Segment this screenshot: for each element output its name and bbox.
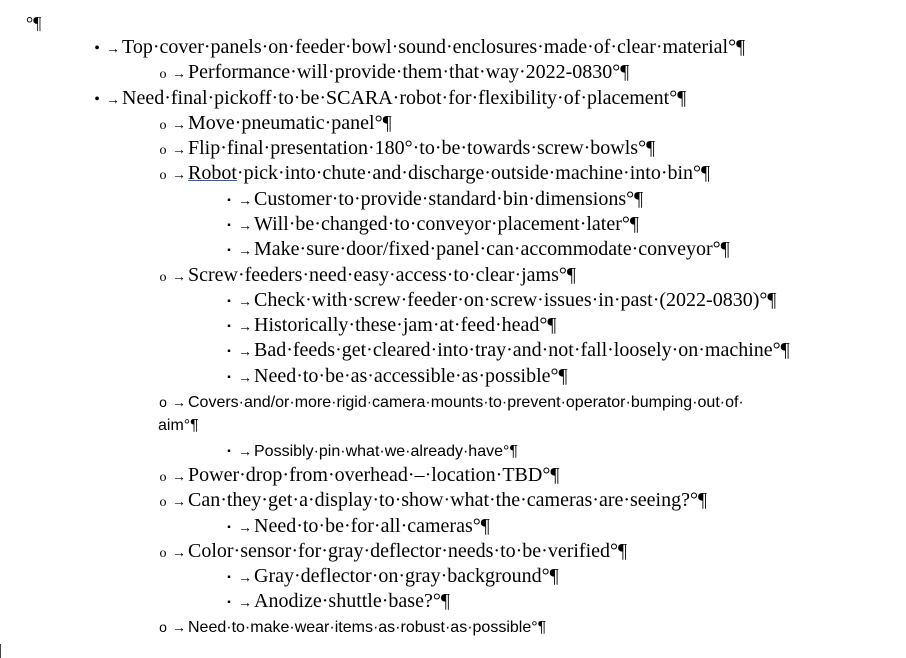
list-item-text: Will·be·changed·to·conveyor·placement·later°¶ <box>254 213 639 235</box>
tab-arrow-icon: → <box>238 320 252 335</box>
list-item[interactable] <box>222 564 559 591</box>
tab-arrow-icon: → <box>172 495 186 510</box>
tab-arrow-icon: → <box>238 596 252 611</box>
circle-bullet-icon: o <box>159 118 167 133</box>
list-item[interactable] <box>156 488 707 515</box>
list-item[interactable] <box>90 86 686 113</box>
square-bullet-icon: ▪ <box>227 446 231 457</box>
list-item-continuation <box>158 415 199 437</box>
list-item-text: Make·sure·door/fixed·panel·can·accommodate·conveyor°¶ <box>254 238 730 260</box>
tab-arrow-icon: → <box>172 470 186 485</box>
square-bullet-icon: ▪ <box>227 296 231 307</box>
tab-arrow-icon: → <box>238 219 252 234</box>
circle-bullet-icon: o <box>159 143 167 158</box>
list-item[interactable] <box>90 35 745 62</box>
tab-arrow-icon: → <box>238 295 252 310</box>
tab-arrow-icon: → <box>172 619 186 635</box>
square-bullet-icon: ▪ <box>227 245 231 256</box>
list-item-text: Move·pneumatic·panel°¶ <box>188 112 392 134</box>
list-item[interactable] <box>156 539 627 566</box>
list-item-text: Can·they·get·a·display·to·show·what·the·cameras·are·seeing?°¶ <box>188 489 708 511</box>
list-item-text: Historically·these·jam·at·feed·head°¶ <box>254 314 557 336</box>
list-item-text: Color·sensor·for·gray·deflector·needs·to·be·verified°¶ <box>188 540 628 562</box>
list-item-text: Top·cover·panels·on·feeder·bowl·sound·enclosures·made·of·clear·material°¶ <box>122 36 746 58</box>
square-bullet-icon: ▪ <box>227 321 231 332</box>
list-item-text: Covers·and/or·more·rigid·camera·mounts·to·prevent·operator·bumping·out·of· <box>188 394 744 411</box>
disc-bullet-icon: • <box>94 91 100 108</box>
tab-arrow-icon: → <box>106 42 120 57</box>
list-item[interactable] <box>222 288 776 315</box>
list-item[interactable] <box>156 463 559 490</box>
spellcheck-flagged-word[interactable]: Robot <box>188 162 237 184</box>
list-item[interactable] <box>156 60 629 87</box>
list-item-text: Bad·feeds·get·cleared·into·tray·and·not·fall·loosely·on·machine°¶ <box>254 339 790 361</box>
circle-bullet-icon: o <box>159 470 167 485</box>
list-item[interactable] <box>222 440 518 463</box>
list-item-text: Customer·to·provide·standard·bin·dimensions°¶ <box>254 188 644 210</box>
list-item[interactable] <box>156 161 710 188</box>
list-item-text: Check·with·screw·feeder·on·screw·issues·in·past·(2022-0830)°¶ <box>254 289 777 311</box>
list-item-text: Performance·will·provide·them·that·way·2022-0830°¶ <box>188 61 630 83</box>
square-bullet-icon: ▪ <box>227 572 231 583</box>
paragraph-mark: °¶ <box>26 13 42 33</box>
tab-arrow-icon: → <box>238 244 252 259</box>
list-item-text: Need·to·make·wear·items·as·robust·as·possible°¶ <box>188 619 547 636</box>
list-item[interactable] <box>156 391 744 414</box>
square-bullet-icon: ▪ <box>227 372 231 383</box>
tab-arrow-icon: → <box>238 345 252 360</box>
tab-arrow-icon: → <box>238 371 252 386</box>
tab-arrow-icon: → <box>172 168 186 183</box>
list-item[interactable] <box>222 589 450 616</box>
circle-bullet-icon: o <box>159 619 167 635</box>
list-item-text: Power·drop·from·overhead·–·location·TBD°¶ <box>188 464 560 486</box>
tab-arrow-icon: → <box>172 270 186 285</box>
list-item-text: Anodize·shuttle·base?°¶ <box>254 590 450 612</box>
tab-arrow-icon: → <box>238 443 252 459</box>
list-item[interactable] <box>222 187 643 214</box>
circle-bullet-icon: o <box>159 546 167 561</box>
list-item-text: ·pick·into·chute·and·discharge·outside·machine·into·bin°¶ <box>236 162 711 184</box>
tab-arrow-icon: → <box>238 194 252 209</box>
tab-arrow-icon: → <box>172 394 186 410</box>
square-bullet-icon: ▪ <box>227 346 231 357</box>
list-item-text: Gray·deflector·on·gray·background°¶ <box>254 565 559 587</box>
list-item[interactable] <box>156 616 546 639</box>
list-item[interactable] <box>222 514 490 541</box>
list-item-text: Flip·final·presentation·180°·to·be·towards·screw·bowls°¶ <box>188 137 656 159</box>
circle-bullet-icon: o <box>159 495 167 510</box>
circle-bullet-icon: o <box>159 168 167 183</box>
tab-arrow-icon: → <box>172 143 186 158</box>
disc-bullet-icon: • <box>94 40 100 57</box>
tab-arrow-icon: → <box>172 546 186 561</box>
list-item-text: Possibly·pin·what·we·already·have°¶ <box>254 443 518 460</box>
list-item-text: Need·to·be·as·accessible·as·possible°¶ <box>254 365 568 387</box>
square-bullet-icon: ▪ <box>227 522 231 533</box>
list-item[interactable] <box>156 136 655 163</box>
list-item[interactable] <box>222 313 556 340</box>
list-item[interactable] <box>156 111 392 138</box>
tab-arrow-icon: → <box>238 521 252 536</box>
tab-arrow-icon: → <box>172 67 186 82</box>
margin-corner-mark <box>0 644 1 658</box>
circle-bullet-icon: o <box>159 270 167 285</box>
tab-arrow-icon: → <box>238 571 252 586</box>
circle-bullet-icon: o <box>159 67 167 82</box>
tab-arrow-icon: → <box>172 118 186 133</box>
list-item[interactable] <box>222 237 730 264</box>
list-item[interactable] <box>222 212 639 239</box>
list-item[interactable] <box>222 338 790 365</box>
list-item[interactable] <box>222 364 568 391</box>
square-bullet-icon: ▪ <box>227 597 231 608</box>
circle-bullet-icon: o <box>159 394 167 410</box>
list-item-text: aim°¶ <box>158 417 199 434</box>
list-item-text: Screw·feeders·need·easy·access·to·clear·jams°¶ <box>188 264 576 286</box>
square-bullet-icon: ▪ <box>227 195 231 206</box>
list-item-text: Need·final·pickoff·to·be·SCARA·robot·for·flexibility·of·placement°¶ <box>122 87 687 109</box>
list-item[interactable] <box>156 263 576 290</box>
tab-arrow-icon: → <box>106 93 120 108</box>
square-bullet-icon: ▪ <box>227 220 231 231</box>
list-item-text: Need·to·be·for·all·cameras°¶ <box>254 515 490 537</box>
